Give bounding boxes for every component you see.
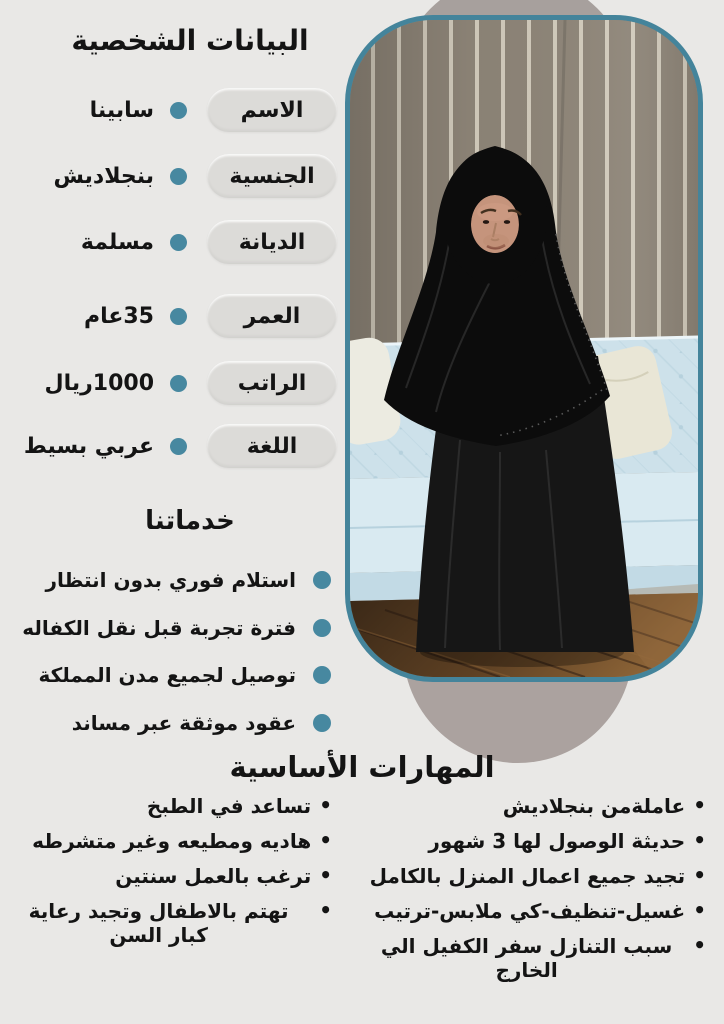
bullet-dot-icon [313,619,331,637]
skill-item [6,864,332,888]
field-label: الراتب [237,370,307,396]
field-value: سابينا [89,97,154,123]
field-label: الجنسية [229,163,315,189]
bullet-icon: • [693,898,706,922]
field-label-pill [207,361,337,405]
bullet-dot-icon [170,308,187,325]
bullet-icon: • [693,863,706,887]
skill-text: ترغب بالعمل سنتين [115,864,312,888]
worker-photo-illustration [350,20,698,677]
bullet-icon: • [319,793,332,817]
skill-item [368,934,706,982]
skills-column-right [368,794,706,982]
service-text: استلام فوري بدون انتظار [45,568,296,592]
skill-item [6,794,332,818]
bullet-dot-icon [313,571,331,589]
skill-text: تهتم بالاطفال وتجيد رعاية كبار السن [28,899,289,947]
service-item [0,613,331,643]
bullet-dot-icon [170,375,187,392]
field-row-salary [0,361,337,405]
field-row-nationality [0,154,337,198]
worker-photo [345,15,703,682]
skill-text: سبب التنازل سفر الكفيل الي الخارج [380,934,673,982]
skills-column-left [6,794,332,947]
field-label-pill [207,424,337,468]
bullet-dot-icon [170,234,187,251]
bullet-icon: • [319,898,332,922]
page-title: البيانات الشخصية [71,24,309,57]
field-value: 1000ريال [44,370,154,396]
field-label-pill [207,88,337,132]
field-value: بنجلاديش [53,163,154,189]
bullet-icon: • [693,828,706,852]
skill-item [368,829,706,853]
bullet-dot-icon [170,168,187,185]
field-label: اللغة [246,433,298,459]
service-text: عقود موثقة عبر مساند [71,711,296,735]
skill-item [368,864,706,888]
service-text: فترة تجربة قبل نقل الكفاله [22,616,296,640]
service-item [0,660,331,690]
services-title: خدماتنا [145,506,235,536]
bullet-icon: • [319,828,332,852]
skill-text: تساعد في الطبخ [146,794,312,818]
field-label: الاسم [240,97,304,123]
bullet-dot-icon [313,714,331,732]
skill-text: تجيد جميع اعمال المنزل بالكامل [369,864,686,888]
field-row-name [0,88,337,132]
skill-text: هاديه ومطيعه وغير متشرطه [32,829,312,853]
skill-text: عاملةمن بنجلاديش [502,794,686,818]
field-row-religion [0,220,337,264]
service-item [0,708,331,738]
field-label-pill [207,220,337,264]
field-value: مسلمة [80,229,154,255]
field-row-language [0,424,337,468]
skill-item [6,829,332,853]
service-item [0,565,331,595]
field-value: عربي بسيط [23,433,154,459]
field-label-pill [207,294,337,338]
skill-item [6,899,332,947]
bullet-icon: • [319,863,332,887]
bullet-dot-icon [170,102,187,119]
skill-item [368,794,706,818]
field-value: 35عام [83,303,154,329]
field-label-pill [207,154,337,198]
skill-text: حديثة الوصول لها 3 شهور [428,829,686,853]
skill-text: غسيل-تنظيف-كي ملابس-ترتيب [374,899,686,923]
bullet-dot-icon [313,666,331,684]
bullet-icon: • [693,933,706,957]
bullet-dot-icon [170,438,187,455]
bullet-icon: • [693,793,706,817]
skills-title: المهارات الأساسية [229,750,495,784]
service-text: توصيل لجميع مدن المملكة [38,663,296,687]
field-row-age [0,294,337,338]
field-label: الديانة [238,229,306,255]
field-label: العمر [243,303,301,329]
skill-item [368,899,706,923]
